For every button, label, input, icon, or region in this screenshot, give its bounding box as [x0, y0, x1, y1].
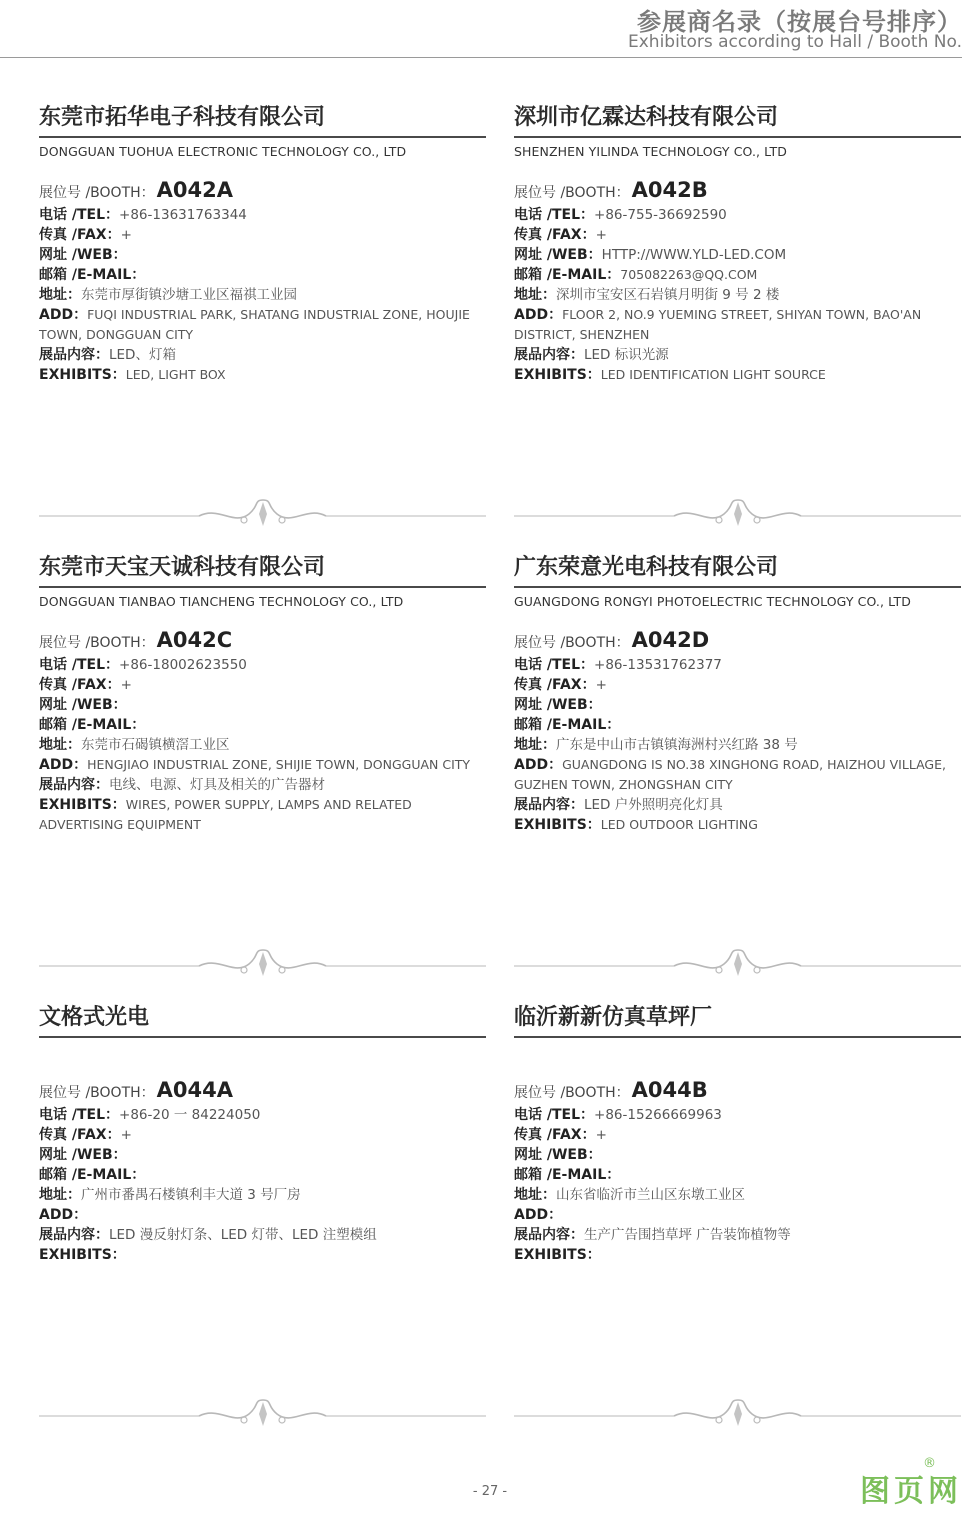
web-label: 网址 /WEB：: [39, 697, 127, 713]
company-name-cn: 深圳市亿霖达科技有限公司: [514, 105, 779, 130]
fax-label: 传真 /FAX：: [39, 1127, 121, 1143]
company-name-en: SHENZHEN YILINDA TECHNOLOGY CO., LTD: [514, 144, 787, 159]
booth-label: 展位号 /BOOTH：: [39, 185, 155, 201]
web-row: [514, 1145, 961, 1165]
web-label: 网址 /WEB：: [514, 1147, 602, 1163]
address-en-label: ADD：: [39, 1207, 88, 1223]
web-label: 网址 /WEB：: [39, 247, 127, 263]
fax-label: 传真 /FAX：: [514, 677, 596, 693]
tel-label: 电话 /TEL：: [514, 207, 595, 223]
address-en-label: ADD：: [39, 757, 88, 773]
address-en-row: [514, 305, 961, 345]
tel-label: 电话 /TEL：: [514, 1107, 595, 1123]
email-label: 邮箱 /E-MAIL：: [39, 717, 146, 733]
address-en-label: ADD：: [514, 307, 563, 323]
booth-row: [39, 178, 486, 205]
address-cn-row: [39, 735, 486, 755]
ornament-divider-icon: [39, 496, 486, 536]
email-row: [514, 1165, 961, 1185]
address-cn-value: 东莞市石碣镇横滘工业区: [81, 737, 230, 753]
company-name-cn: 东莞市拓华电子科技有限公司: [39, 105, 326, 130]
fax-value: +: [595, 227, 607, 243]
tel-label: 电话 /TEL：: [39, 657, 120, 673]
fax-label: 传真 /FAX：: [39, 677, 121, 693]
fax-label: 传真 /FAX：: [39, 227, 121, 243]
exhibits-cn-row: [39, 775, 486, 795]
address-en-label: ADD：: [514, 757, 563, 773]
exhibits-en-label: EXHIBITS：: [39, 1247, 126, 1263]
exhibits-cn-label: 展品内容：: [514, 1227, 584, 1243]
tel-value: +86-755-36692590: [594, 207, 727, 223]
fax-value: +: [595, 1127, 607, 1143]
booth-number: A044A: [156, 1078, 233, 1102]
booth-row: [514, 628, 961, 655]
fax-row: [39, 225, 486, 245]
exhibitor-card: [514, 1002, 961, 1442]
exhibits-cn-value: LED 户外照明亮化灯具: [584, 797, 723, 813]
tel-value: +86-13531762377: [594, 657, 722, 673]
booth-label: 展位号 /BOOTH：: [514, 1085, 630, 1101]
exhibits-en-value: LED IDENTIFICATION LIGHT SOURCE: [600, 367, 826, 382]
fax-value: +: [120, 227, 132, 243]
ornament-divider-icon: [39, 1396, 486, 1436]
web-row: [514, 695, 961, 715]
address-en-value: FUQI INDUSTRIAL PARK, SHATANG INDUSTRIAL ZONE, HOUJIE TOWN, DONGGUAN CITY: [39, 307, 470, 342]
exhibits-cn-value: LED、灯箱: [109, 347, 176, 363]
ornament-divider-icon: [514, 946, 961, 986]
address-cn-label: 地址：: [514, 737, 556, 753]
exhibits-cn-row: [514, 345, 961, 365]
title-rule: [514, 136, 961, 138]
web-row: [39, 245, 486, 265]
exhibits-cn-row: [514, 795, 961, 815]
company-name-cn: 东莞市天宝天诚科技有限公司: [39, 555, 326, 580]
email-label: 邮箱 /E-MAIL：: [39, 267, 146, 283]
address-cn-label: 地址：: [39, 1187, 81, 1203]
company-name-cn: 广东荣意光电科技有限公司: [514, 555, 779, 580]
company-name-en: DONGGUAN TIANBAO TIANCHENG TECHNOLOGY CO., LTD: [39, 594, 404, 609]
booth-number: A042C: [156, 628, 233, 652]
address-en-value: HENGJIAO INDUSTRIAL ZONE, SHIJIE TOWN, DONGGUAN CITY: [87, 757, 471, 772]
email-label: 邮箱 /E-MAIL：: [514, 1167, 621, 1183]
exhibitor-card: [39, 1002, 486, 1442]
address-en-row: [39, 1205, 486, 1225]
address-cn-label: 地址：: [39, 737, 81, 753]
company-name-en: [39, 1044, 486, 1060]
web-row: [39, 1145, 486, 1165]
address-cn-label: 地址：: [514, 287, 556, 303]
company-name-en: GUANGDONG RONGYI PHOTOELECTRIC TECHNOLOGY CO., LTD: [514, 594, 911, 609]
booth-row: [39, 1078, 486, 1105]
email-row: [39, 715, 486, 735]
fax-row: [514, 675, 961, 695]
exhibitor-card: [39, 102, 486, 542]
title-rule: [39, 1036, 486, 1038]
exhibits-en-row: [39, 1245, 486, 1265]
exhibits-cn-label: 展品内容：: [39, 777, 109, 793]
email-value[interactable]: 705082263@QQ.COM: [620, 267, 758, 282]
web-row: [514, 245, 961, 265]
tel-label: 电话 /TEL：: [39, 207, 120, 223]
tel-row: [514, 1105, 961, 1125]
exhibits-cn-label: 展品内容：: [39, 347, 109, 363]
address-cn-value: 广州市番禺石楼镇利丰大道 3 号厂房: [81, 1187, 301, 1203]
fax-label: 传真 /FAX：: [514, 1127, 596, 1143]
exhibits-cn-row: [39, 345, 486, 365]
booth-label: 展位号 /BOOTH：: [514, 635, 630, 651]
tel-row: [514, 655, 961, 675]
exhibitor-card: [514, 102, 961, 542]
header-rule: [0, 57, 962, 58]
web-label: 网址 /WEB：: [39, 1147, 127, 1163]
fax-label: 传真 /FAX：: [514, 227, 596, 243]
tel-value: +86-13631763344: [119, 207, 247, 223]
address-cn-label: 地址：: [39, 287, 81, 303]
exhibits-en-value: WIRES, POWER SUPPLY, LAMPS AND RELATED ADVERTISING EQUIPMENT: [39, 797, 412, 832]
address-cn-row: [39, 285, 486, 305]
title-rule: [39, 136, 486, 138]
exhibits-en-row: [514, 815, 961, 835]
booth-number: A044B: [631, 1078, 708, 1102]
web-label: 网址 /WEB：: [514, 697, 602, 713]
booth-label: 展位号 /BOOTH：: [39, 1085, 155, 1101]
header-subtitle: Exhibitors according to Hall / Booth No.: [628, 32, 962, 52]
company-name-en: [514, 1044, 961, 1060]
exhibits-cn-label: 展品内容：: [514, 347, 584, 363]
tel-value: +86-18002623550: [119, 657, 247, 673]
exhibits-cn-value: 生产广告围挡草坪 广告装饰植物等: [584, 1227, 791, 1243]
address-cn-value: 东莞市厚街镇沙塘工业区福祺工业园: [81, 287, 297, 303]
exhibits-en-value: LED OUTDOOR LIGHTING: [600, 817, 758, 832]
address-en-row: [39, 305, 486, 345]
address-cn-label: 地址：: [514, 1187, 556, 1203]
fax-row: [514, 1125, 961, 1145]
tel-row: [514, 205, 961, 225]
exhibits-cn-label: 展品内容：: [39, 1227, 109, 1243]
tel-value: +86-20 一 84224050: [119, 1107, 261, 1123]
exhibits-en-row: [39, 795, 486, 835]
exhibits-en-label: EXHIBITS：: [514, 1247, 601, 1263]
booth-row: [39, 628, 486, 655]
booth-label: 展位号 /BOOTH：: [514, 185, 630, 201]
fax-value: +: [120, 677, 132, 693]
company-name-en: DONGGUAN TUOHUA ELECTRONIC TECHNOLOGY CO., LTD: [39, 144, 407, 159]
ornament-divider-icon: [514, 496, 961, 536]
fax-row: [39, 675, 486, 695]
address-cn-value: 广东是中山市古镇镇海洲村兴红路 38 号: [556, 737, 798, 753]
company-name-cn: 文格式光电: [39, 1005, 150, 1030]
address-en-value: GUANGDONG IS NO.38 XINGHONG ROAD, HAIZHOU VILLAGE, GUZHEN TOWN, ZHONGSHAN CITY: [514, 757, 946, 792]
ornament-divider-icon: [514, 1396, 961, 1436]
title-rule: [514, 1036, 961, 1038]
address-en-row: [514, 1205, 961, 1225]
email-row: [39, 265, 486, 285]
booth-number: A042B: [631, 178, 708, 202]
exhibitor-card: [39, 552, 486, 992]
watermark-logo: 图页网: [860, 1474, 962, 1509]
booth-number: A042D: [631, 628, 710, 652]
tel-value: +86-15266669963: [594, 1107, 722, 1123]
title-rule: [39, 586, 486, 588]
exhibits-cn-value: LED 漫反射灯条、LED 灯带、LED 注塑模组: [109, 1227, 377, 1243]
address-en-row: [39, 755, 486, 775]
booth-number: A042A: [156, 178, 233, 202]
address-cn-row: [514, 735, 961, 755]
address-cn-row: [514, 285, 961, 305]
exhibits-en-row: [514, 1245, 961, 1265]
booth-row: [514, 1078, 961, 1105]
page-number: - 27 -: [472, 1484, 508, 1499]
tel-label: 电话 /TEL：: [39, 1107, 120, 1123]
exhibits-en-label: EXHIBITS：: [514, 817, 601, 833]
fax-row: [514, 225, 961, 245]
tel-row: [39, 655, 486, 675]
exhibits-cn-value: LED 标识光源: [584, 347, 669, 363]
web-row: [39, 695, 486, 715]
tel-row: [39, 1105, 486, 1125]
registered-mark: ®: [923, 1456, 936, 1471]
booth-label: 展位号 /BOOTH：: [39, 635, 155, 651]
company-name-cn: 临沂新新仿真草坪厂: [514, 1005, 713, 1030]
title-rule: [514, 586, 961, 588]
fax-value: +: [120, 1127, 132, 1143]
exhibits-cn-label: 展品内容：: [514, 797, 584, 813]
address-en-value: FLOOR 2, NO.9 YUEMING STREET, SHIYAN TOWN, BAO'AN DISTRICT, SHENZHEN: [514, 307, 922, 342]
booth-row: [514, 178, 961, 205]
exhibitor-card: [514, 552, 961, 992]
address-en-label: ADD：: [39, 307, 88, 323]
email-label: 邮箱 /E-MAIL：: [514, 267, 621, 283]
web-label: 网址 /WEB：: [514, 247, 602, 263]
header-title: 参展商名录（按展台号排序）: [637, 8, 962, 36]
exhibits-cn-value: 电线、电源、灯具及相关的广告器材: [109, 777, 325, 793]
exhibits-cn-row: [39, 1225, 486, 1245]
address-en-label: ADD：: [514, 1207, 563, 1223]
exhibits-cn-row: [514, 1225, 961, 1245]
exhibits-en-row: [514, 365, 961, 385]
address-cn-row: [39, 1185, 486, 1205]
email-label: 邮箱 /E-MAIL：: [514, 717, 621, 733]
exhibits-en-row: [39, 365, 486, 385]
tel-row: [39, 205, 486, 225]
tel-label: 电话 /TEL：: [514, 657, 595, 673]
email-row: [39, 1165, 486, 1185]
ornament-divider-icon: [39, 946, 486, 986]
exhibits-en-value: LED, LIGHT BOX: [125, 367, 226, 382]
exhibits-en-label: EXHIBITS：: [514, 367, 601, 383]
email-label: 邮箱 /E-MAIL：: [39, 1167, 146, 1183]
web-value[interactable]: HTTP://WWW.YLD-LED.COM: [601, 247, 787, 263]
address-cn-value: 深圳市宝安区石岩镇月明街 9 号 2 楼: [556, 287, 780, 303]
email-row: [514, 265, 961, 285]
fax-row: [39, 1125, 486, 1145]
exhibits-en-label: EXHIBITS：: [39, 367, 126, 383]
address-en-row: [514, 755, 961, 795]
fax-value: +: [595, 677, 607, 693]
exhibits-en-label: EXHIBITS：: [39, 797, 126, 813]
email-row: [514, 715, 961, 735]
address-cn-value: 山东省临沂市兰山区东墩工业区: [556, 1187, 745, 1203]
address-cn-row: [514, 1185, 961, 1205]
